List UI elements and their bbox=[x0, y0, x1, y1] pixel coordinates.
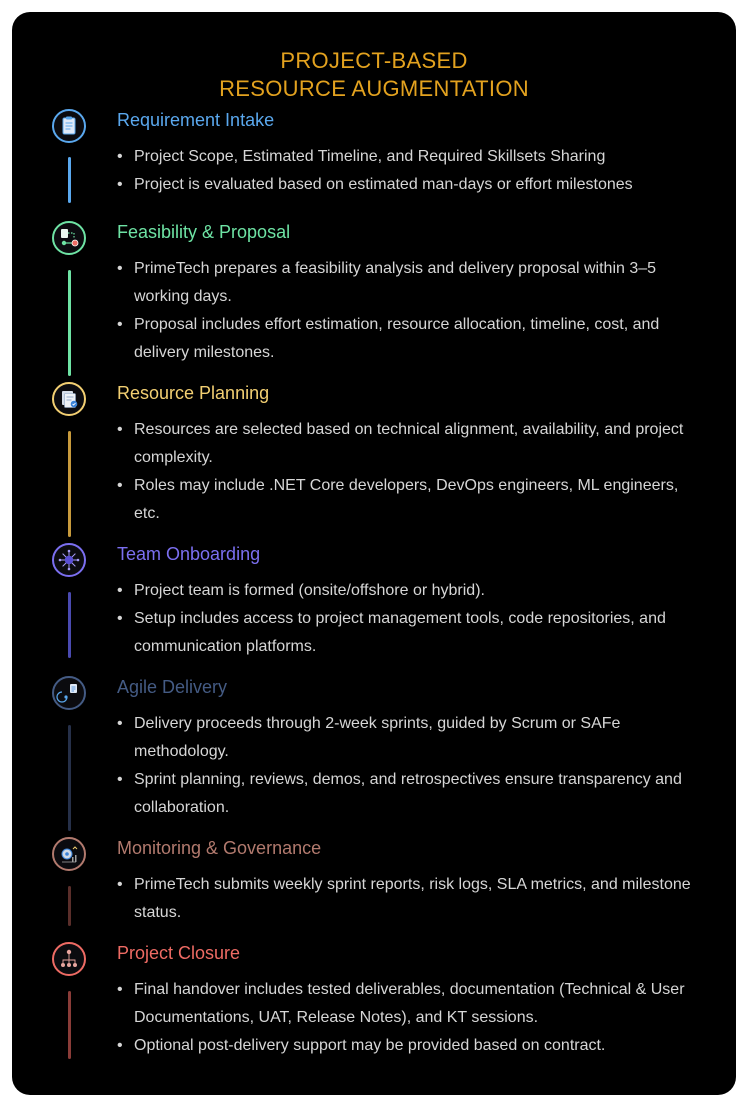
step-title: Project Closure bbox=[117, 943, 241, 963]
timeline-connector bbox=[68, 886, 71, 926]
bullet-list bbox=[117, 416, 707, 528]
bullet-list bbox=[117, 143, 707, 199]
documents-icon bbox=[52, 382, 86, 416]
timeline-connector bbox=[68, 991, 71, 1059]
bullet-item: • Roles may include .NET Core developers, DevOps engineers, ML engineers, etc. bbox=[117, 472, 707, 528]
bullet-item: • Delivery proceeds through 2-week sprints, guided by Scrum or SAFe methodology. bbox=[117, 710, 707, 766]
handover-icon bbox=[52, 942, 86, 976]
bullet-item: • Resources are selected based on technical alignment, availability, and project complexity. bbox=[117, 416, 707, 472]
page-title bbox=[12, 47, 736, 103]
timeline-connector bbox=[68, 431, 71, 537]
step-title: Requirement Intake bbox=[117, 110, 275, 130]
flowchart-icon bbox=[52, 221, 86, 255]
bullet-item: • PrimeTech prepares a feasibility analysis and delivery proposal within 3–5 working days. bbox=[117, 255, 707, 311]
bullet-list bbox=[117, 255, 707, 367]
bullet-item: • PrimeTech submits weekly sprint reports, risk logs, SLA metrics, and milestone status. bbox=[117, 871, 707, 927]
bullet-item: • Sprint planning, reviews, demos, and retrospectives ensure transparency and collaboration. bbox=[117, 766, 707, 822]
bullet-item: • Optional post-delivery support may be provided based on contract. bbox=[117, 1032, 707, 1060]
clipboard-icon bbox=[52, 109, 86, 143]
step-title: Resource Planning bbox=[117, 383, 270, 403]
sprint-cycle-icon bbox=[52, 676, 86, 710]
bullet-list bbox=[117, 577, 707, 661]
step-title: Monitoring & Governance bbox=[117, 838, 322, 858]
bullet-item: • Setup includes access to project management tools, code repositories, and communication platforms. bbox=[117, 605, 707, 661]
bullet-list bbox=[117, 976, 707, 1060]
timeline-connector bbox=[68, 592, 71, 658]
bullet-item: • Project team is formed (onsite/offshore or hybrid). bbox=[117, 577, 707, 605]
step-title: Agile Delivery bbox=[117, 677, 228, 697]
step-title: Feasibility & Proposal bbox=[117, 222, 291, 242]
step-title: Team Onboarding bbox=[117, 544, 261, 564]
title-line-2: RESOURCE AUGMENTATION bbox=[219, 76, 529, 101]
bullet-list bbox=[117, 710, 707, 822]
bullet-item: • Proposal includes effort estimation, resource allocation, timeline, cost, and delivery milestones. bbox=[117, 311, 707, 367]
bullet-list bbox=[117, 871, 707, 927]
title-line-1: PROJECT-BASED bbox=[280, 48, 468, 73]
timeline-connector bbox=[68, 157, 71, 203]
timeline-connector bbox=[68, 270, 71, 376]
monitoring-icon bbox=[52, 837, 86, 871]
timeline-connector bbox=[68, 725, 71, 831]
bullet-item: • Final handover includes tested deliverables, documentation (Technical & User Documentations, UAT, Release Notes), and KT sessions. bbox=[117, 976, 707, 1032]
bullet-item: • Project Scope, Estimated Timeline, and Required Skillsets Sharing bbox=[117, 143, 707, 171]
bullet-item: • Project is evaluated based on estimated man-days or effort milestones bbox=[117, 171, 707, 199]
infographic-card bbox=[12, 12, 736, 1095]
network-icon bbox=[52, 543, 86, 577]
